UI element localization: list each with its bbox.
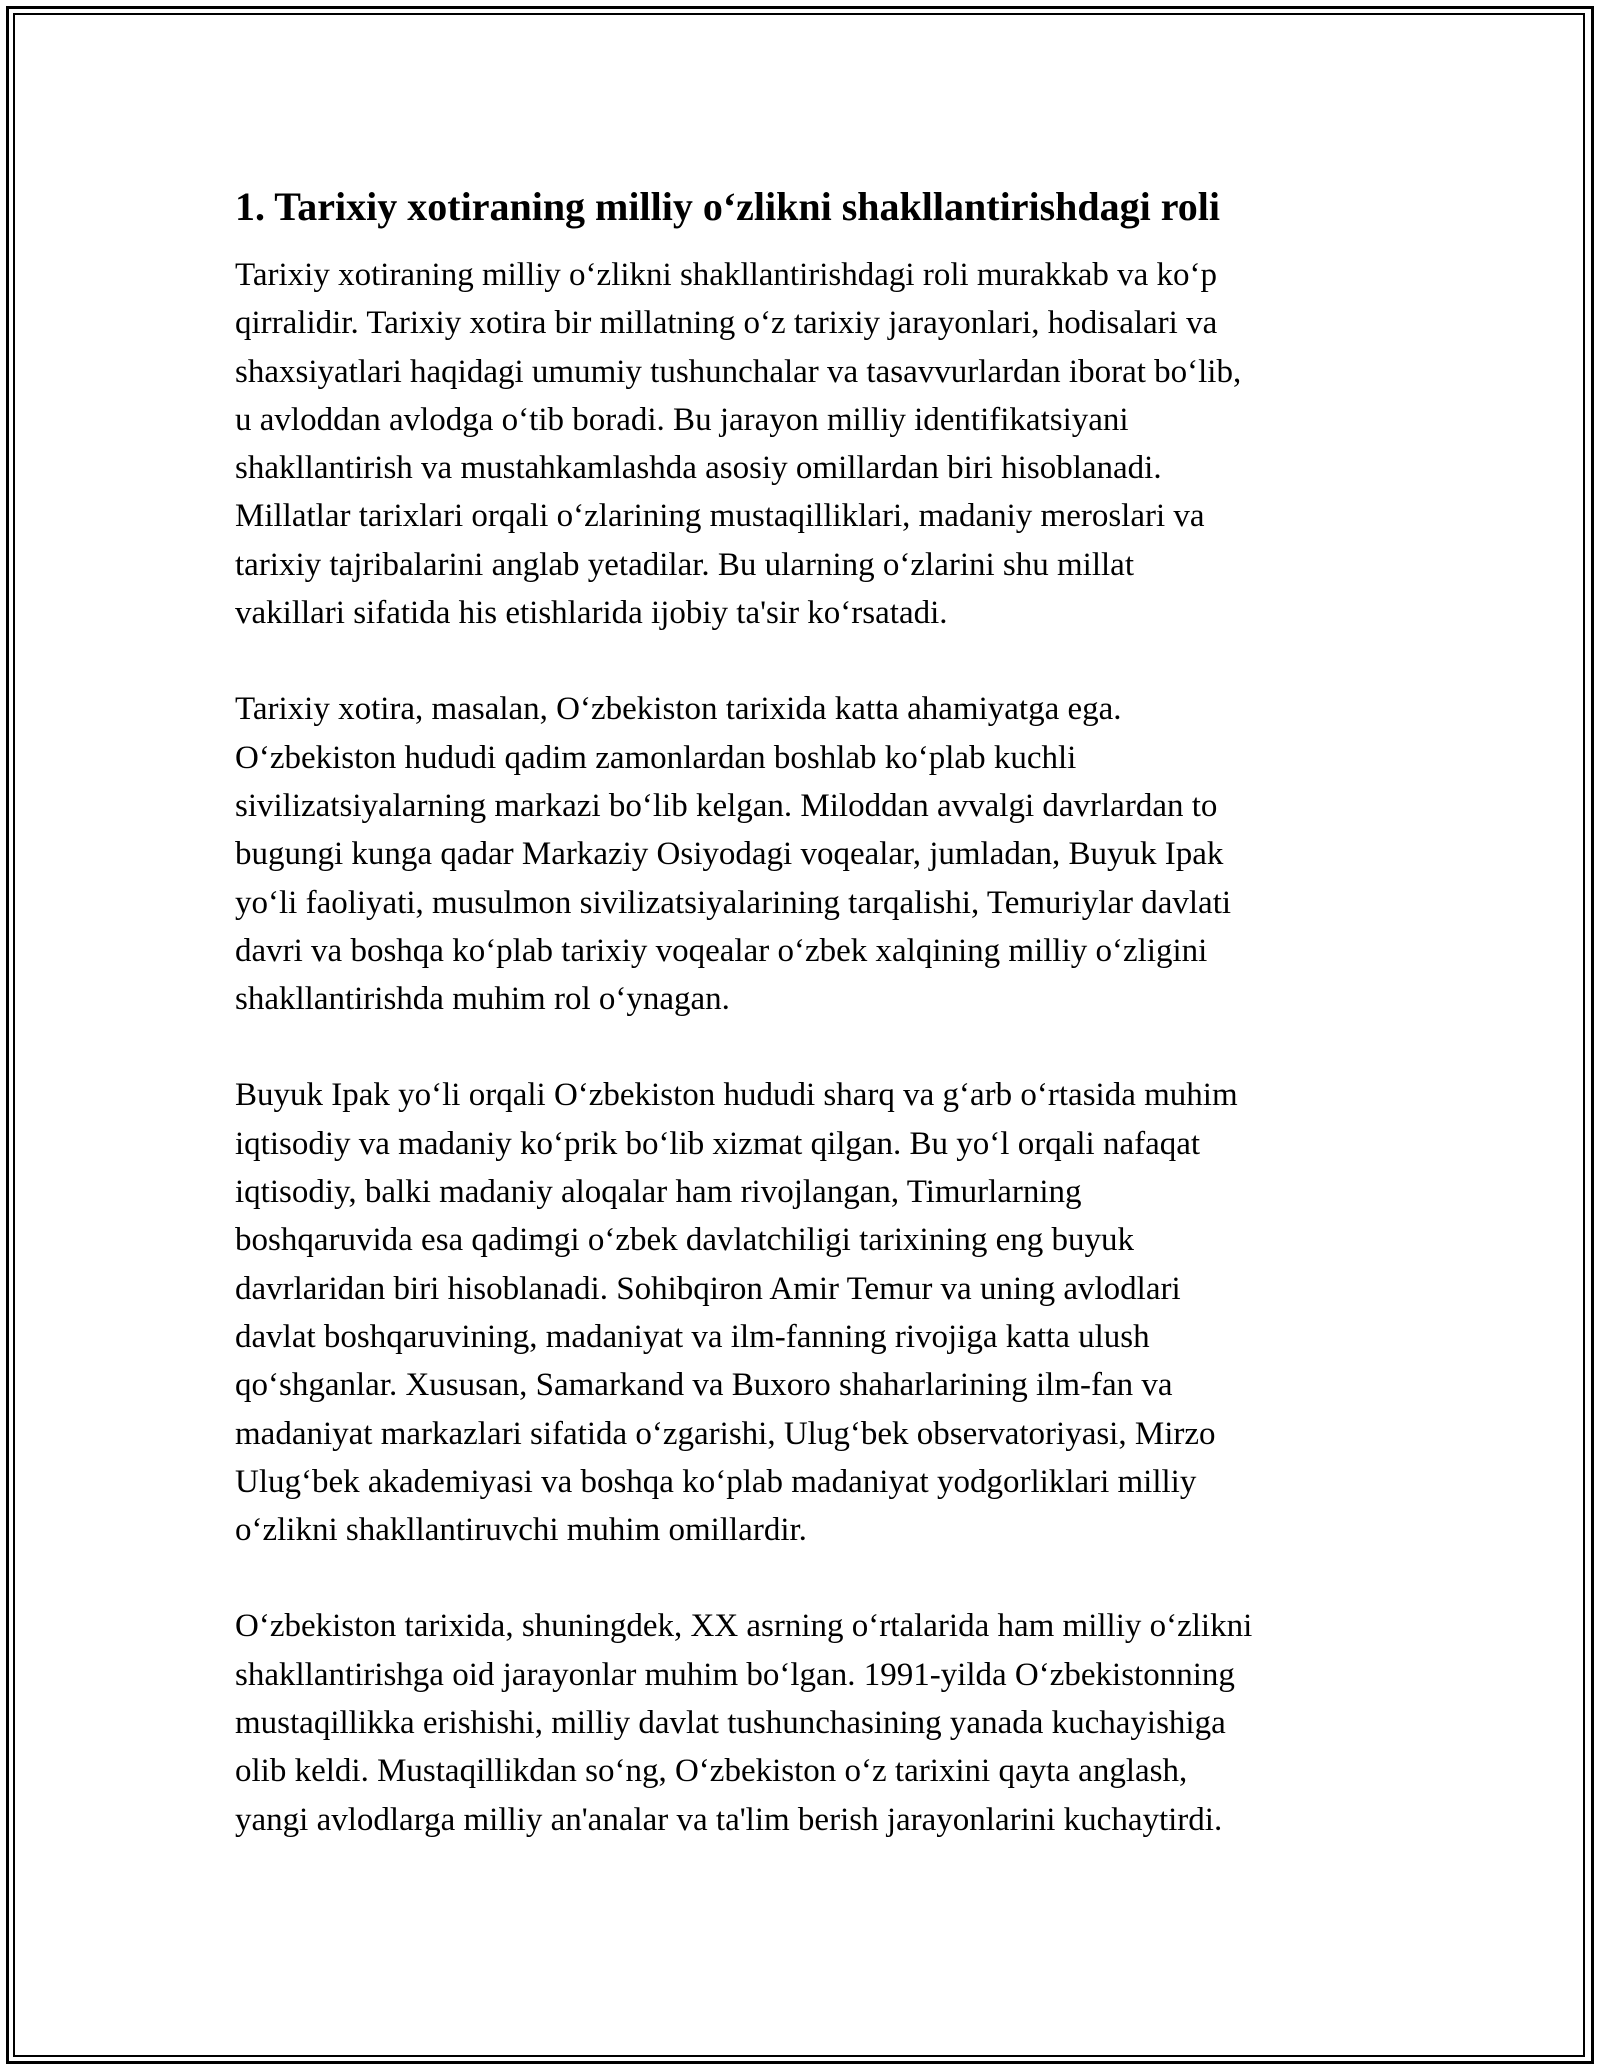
- paragraph-3: Buyuk Ipak yo‘li orqali O‘zbekiston hududi sharq va g‘arb o‘rtasida muhim iqtisodiy va madaniy ko‘prik bo‘lib xizmat qilgan. Bu yo‘l orqali nafaqat iqtisodiy, balki madaniy aloqalar ham rivojlangan, Timurlarning boshqaruvida esa qadimgi o‘zbek davlatchiligi tarixining eng buyuk davrlaridan biri hisoblanadi. Sohibqiron Amir Temur va uning avlodlari davlat boshqaruvining, madaniyat va ilm-fanning rivojiga katta ulush qo‘shganlar. Xususan, Samarkand va Buxoro shaharlarining ilm-fan va madaniyat markazlari sifatida o‘zgarishi, Ulug‘bek observatoriyasi, Mirzo Ulug‘bek akademiyasi va boshqa ko‘plab madaniyat yodgorliklari milliy o‘zlikni shakllantiruvchi muhim omillardir.: [235, 1077, 1238, 1549]
- document-body: [235, 183, 1375, 1892]
- section-heading: 1. Tarixiy xotiraning milliy o‘zlikni shakllantirishdagi roli: [235, 184, 1220, 229]
- paragraph-1: Tarixiy xotiraning milliy o‘zlikni shakllantirishdagi roli murakkab va ko‘p qirralidir. Tarixiy xotira bir millatning o‘z tarixiy jarayonlari, hodisalari va shaxsiyatlari haqidagi umumiy tushunchalar va tasavvurlardan iborat bo‘lib, u avloddan avlodga o‘tib boradi. Bu jarayon milliy identifikatsiyani shakllantirish va mustahkamlashda asosiy omillardan biri hisoblanadi. Millatlar tarixlari orqali o‘zlarining mustaqilliklari, madaniy meroslari va tarixiy tajribalarini anglab yetadilar. Bu ularning o‘zlarini shu millat vakillari sifatida his etishlarida ijobiy ta'sir ko‘rsatadi.: [235, 257, 1242, 632]
- paragraph-4: O‘zbekiston tarixida, shuningdek, XX asrning o‘rtalarida ham milliy o‘zlikni shakllantirishga oid jarayonlar muhim bo‘lgan. 1991-yilda O‘zbekistonning mustaqillikka erishishi, milliy davlat tushunchasining yanada kuchayishiga olib keldi. Mustaqillikdan so‘ng, O‘zbekiston o‘z tarixini qayta anglash, yangi avlodlarga milliy an'analar va ta'lim berish jarayonlarini kuchaytirdi.: [235, 1608, 1253, 1838]
- paragraph-2: Tarixiy xotira, masalan, O‘zbekiston tarixida katta ahamiyatga ega. O‘zbekiston hududi qadim zamonlardan boshlab ko‘plab kuchli sivilizatsiyalarning markazi bo‘lib kelgan. Miloddan avvalgi davrlardan to bugungi kunga qadar Markaziy Osiyodagi voqealar, jumladan, Buyuk Ipak yo‘li faoliyati, musulmon sivilizatsiyalarining tarqalishi, Temuriylar davlati davri va boshqa ko‘plab tarixiy voqealar o‘zbek xalqining milliy o‘zligini shakllantirishda muhim rol o‘ynagan.: [235, 691, 1232, 1018]
